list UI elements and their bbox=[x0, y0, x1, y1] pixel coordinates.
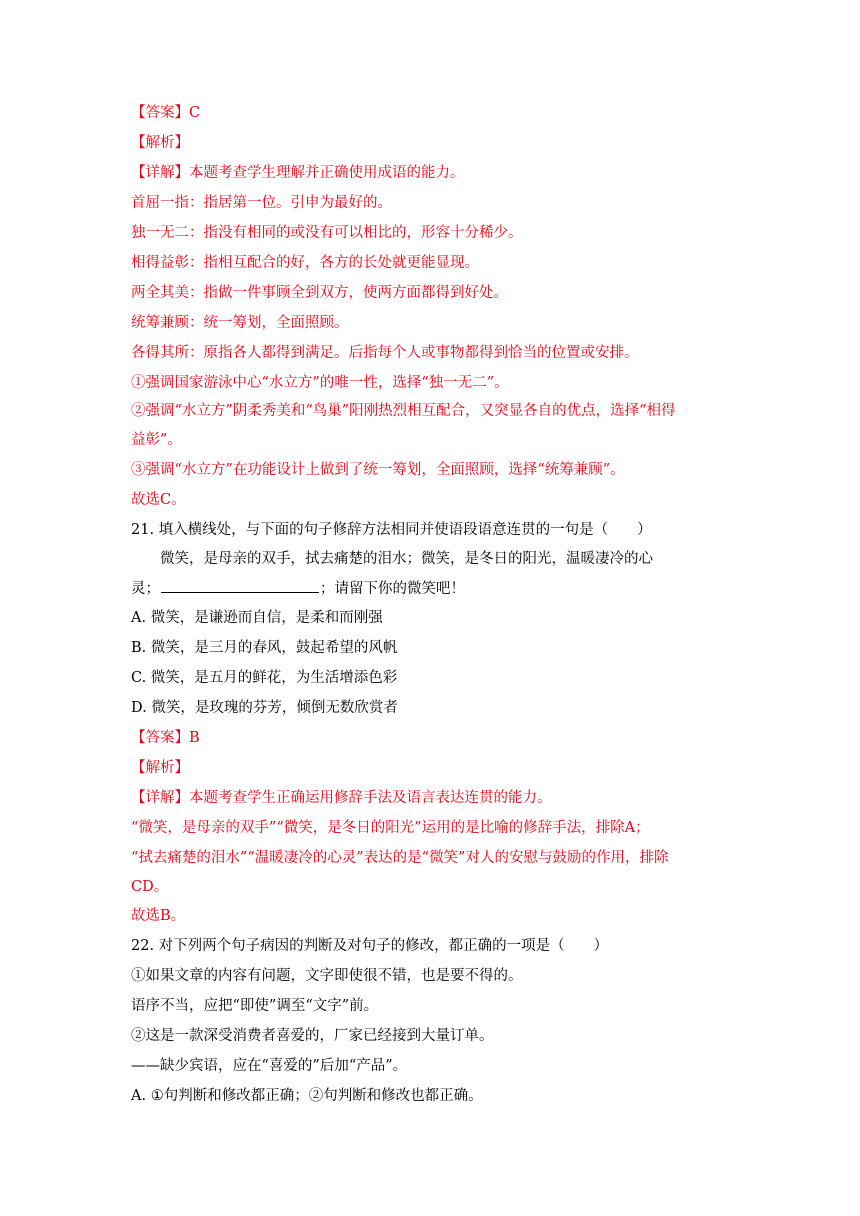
q20-explanation-line: 各得其所：原指各人都得到满足。后指每个人或事物都得到恰当的位置或安排。 bbox=[131, 345, 639, 361]
q22-line: ——缺少宾语，应在“喜爱的”后加“产品”。 bbox=[131, 1058, 408, 1074]
q22-stem: 22. 对下列两个句子病因的判断及对句子的修改，都正确的一项是（ ） bbox=[131, 938, 609, 954]
q21-option-d: D. 微笑，是玫瑰的芬芳，倾倒无数欣赏者 bbox=[131, 700, 398, 716]
q21-detail: 【详解】本题考查学生正确运用修辞手法及语言表达连贯的能力。 bbox=[131, 790, 552, 806]
q22-line: ①如果文章的内容有问题，文字即使很不错，也是要不得的。 bbox=[131, 968, 523, 984]
q22-option-a: A. ①句判断和修改都正确；②句判断和修改也都正确。 bbox=[131, 1088, 483, 1104]
q20-explanation-line: 相得益彰：指相互配合的好，各方的长处就更能显现。 bbox=[131, 255, 479, 271]
q21-option-b: B. 微笑，是三月的春风，鼓起希望的风帆 bbox=[131, 640, 398, 656]
q21-option-c: C. 微笑，是五月的鲜花，为生活增添色彩 bbox=[131, 670, 398, 686]
q21-answer: 【答案】B bbox=[131, 730, 200, 746]
q20-explanation-line: 统筹兼顾：统一筹划，全面照顾。 bbox=[131, 315, 349, 331]
q20-explanation-line: ③强调“水立方”在功能设计上做到了统一筹划，全面照顾，选择“统筹兼顾”。 bbox=[131, 462, 625, 478]
q20-conclusion: 故选C。 bbox=[131, 492, 186, 508]
q20-explanation-line: 益彰”。 bbox=[131, 432, 182, 448]
q21-explanation-line: “拭去痛楚的泪水”“温暖凄冷的心灵”表达的是“微笑”对人的安慰与鼓励的作用，排除 bbox=[131, 850, 669, 866]
q22-line: ②这是一款深受消费者喜爱的，厂家已经接到大量订单。 bbox=[131, 1028, 494, 1044]
q21-conclusion: 故选B。 bbox=[131, 908, 186, 924]
q21-stem: 21. 填入横线处，与下面的句子修辞方法相同并使语段语意连贯的一句是（ ） bbox=[131, 522, 652, 538]
q20-explanation-line: 两全其美：指做一件事顾全到双方，使两方面都得到好处。 bbox=[131, 285, 508, 301]
q20-explanation-line: ②强调“水立方”阴柔秀美和“鸟巢”阳刚热烈相互配合，又突显各自的优点，选择“相得 bbox=[131, 403, 676, 419]
q21-explanation-line: “微笑，是母亲的双手”“微笑，是冬日的阳光”运用的是比喻的修辞手法，排除A； bbox=[131, 820, 650, 836]
q20-explanation-line: ①强调国家游泳中心“水立方”的唯一性，选择“独一无二”。 bbox=[131, 375, 509, 391]
q20-analysis-title: 【解析】 bbox=[131, 135, 189, 151]
q21-passage-post: ；请留下你的微笑吧！ bbox=[320, 581, 465, 597]
q22-line: 语序不当，应把“即使”调至“文字”前。 bbox=[131, 998, 379, 1014]
q20-detail: 【详解】本题考查学生理解并正确使用成语的能力。 bbox=[131, 165, 465, 181]
q21-passage-line bbox=[131, 578, 465, 598]
q20-answer: 【答案】C bbox=[131, 105, 201, 121]
q21-passage-line: 微笑，是母亲的双手，拭去痛楚的泪水；微笑，是冬日的阳光，温暖凄冷的心 bbox=[160, 551, 653, 567]
q20-explanation-line: 独一无二：指没有相同的或没有可以相比的，形容十分稀少。 bbox=[131, 225, 523, 241]
fill-in-blank bbox=[161, 578, 319, 593]
q21-passage-pre: 灵； bbox=[131, 581, 160, 597]
q20-explanation-line: 首屈一指：指居第一位。引申为最好的。 bbox=[131, 195, 392, 211]
q21-explanation-line: CD。 bbox=[131, 879, 169, 895]
q21-option-a: A. 微笑，是谦逊而自信，是柔和而刚强 bbox=[131, 610, 383, 626]
q21-analysis-title: 【解析】 bbox=[131, 760, 189, 776]
